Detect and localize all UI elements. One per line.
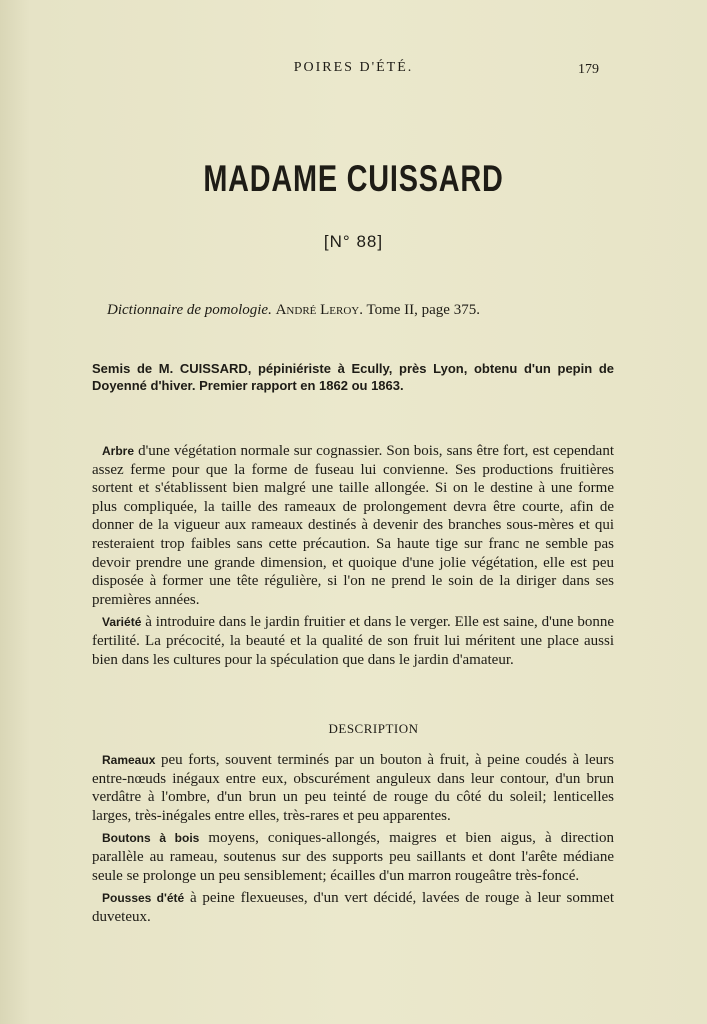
paragraph-arbre xyxy=(92,442,614,609)
page-number: 179 xyxy=(578,62,599,77)
culture-section xyxy=(92,442,614,673)
variety-number: [N° 88] xyxy=(323,232,384,251)
paragraph-text: peu forts, souvent terminés par un bouton à fruit, à peine coudés à leurs entre-nœuds inégaux entre eux, obscurément anguleux dans leur contour, d'un brun verdâtre à l'ombre, d'un brun un peu teinté de rouge du côté du soleil; lenticelles larges, très-inégales entre elles, très-rares et peu apparentes. xyxy=(92,752,614,824)
paragraph-lead: Arbre xyxy=(102,444,135,458)
paragraph-lead: Rameaux xyxy=(102,753,156,767)
paragraph-text: à peine flexueuses, d'un vert décidé, lavées de rouge à leur sommet duveteux. xyxy=(92,890,614,925)
paragraph-lead: Variété xyxy=(102,615,142,630)
paragraph-text: d'une végétation normale sur cognassier. Son bois, sans être fort, est cependant assez ferme pour que la forme de fuseau lui convienne. Ses productions fruitières sortent et s'établissent bien malgré une taille allongée. Si on le destine à une forme plus compliquée, la taille des rameaux de prolongement devra être courte, afin de donner de la vigueur aux rameaux destinés à devenir des branches sous-mères et qui resteraient trop faibles sans cette précaution. Sa haute tige sur franc ne semble pas devoir prendre une grande dimension, et quoique d'une jolie végétation, elle est peu disposée à former une tête régulière, si l'on ne prend le soin de la diriger dans ses premières années. xyxy=(92,443,614,608)
citation-author: André Leroy xyxy=(275,302,360,318)
description-boutons xyxy=(92,829,614,885)
paragraph-variete xyxy=(92,613,614,669)
variety-title: MADAME CUISSARD xyxy=(203,158,504,199)
paragraph-text: moyens, coniques-allongés, maigres et bien aigus, à direction parallèle au rameau, soutenus sur des supports peu saillants et dont l'arête médiane seule se prolonge un peu sensiblement; écailles d'un marron rougeâtre très-foncé. xyxy=(92,830,615,884)
origin-paragraph: Semis de M. CUISSARD, pépiniériste à Ecully, près Lyon, obtenu d'un pepin de Doyenné d'hiver. Premier rapport en 1862 ou 1863. xyxy=(92,361,614,393)
description-heading: DESCRIPTION xyxy=(328,721,419,736)
paragraph-text: à introduire dans le jardin fruitier et dans le verger. Elle est saine, d'une bonne fertilité. La précocité, la beauté et la qualité de son fruit lui méritent une place aussi bien dans les cultures pour la spéculation que dans le jardin d'amateur. xyxy=(92,614,614,668)
paragraph-lead: Pousses d'été xyxy=(102,891,185,906)
citation-rest: . Tome II, page 375. xyxy=(359,302,480,318)
citation xyxy=(107,302,480,319)
citation-work: Dictionnaire de pomologie. xyxy=(107,302,272,318)
description-pousses xyxy=(92,889,614,926)
description-section xyxy=(92,751,614,930)
running-title: POIRES D'ÉTÉ. xyxy=(293,60,414,75)
paragraph-lead: Boutons à bois xyxy=(102,831,200,846)
description-rameaux xyxy=(92,751,614,825)
